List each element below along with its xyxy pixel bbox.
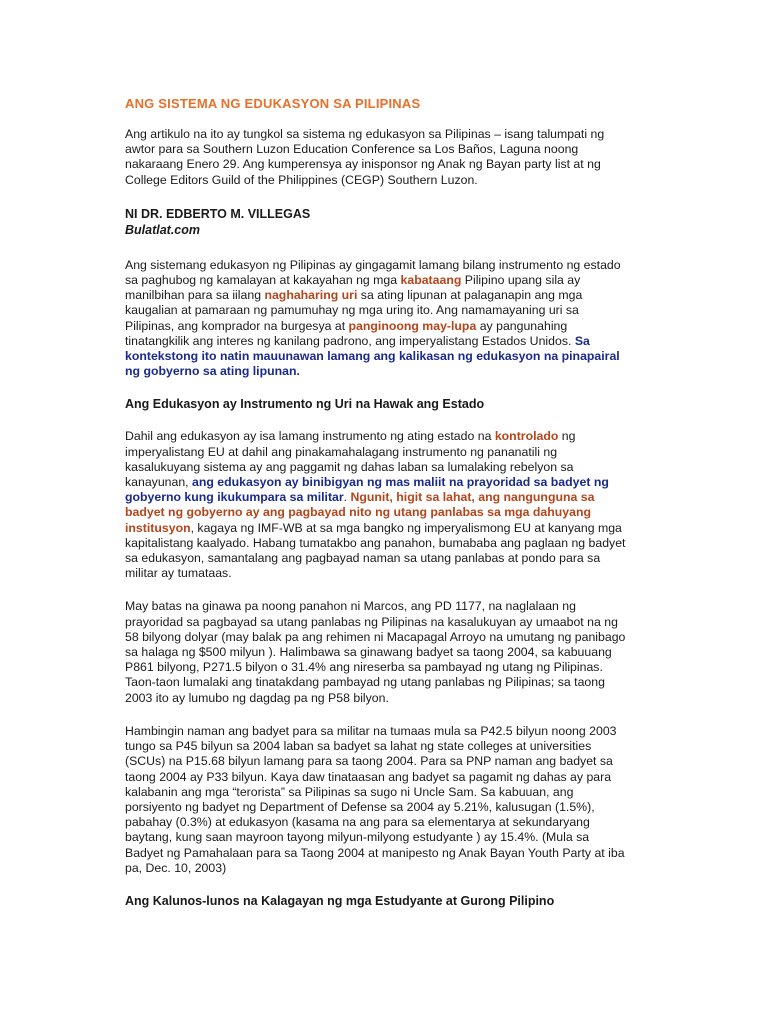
text-run: Ang sistemang edukasyon ng Pilipinas ay gingagamit lamang bilang instrumento ng estado sa paghubog ng kamalayan at kakayahan ng mga <box>125 257 621 288</box>
highlight-kontrolado: kontrolado <box>494 429 559 444</box>
paragraph-4: Hambingin naman ang badyet para sa militar na tumaas mula sa P42.5 bilyun noong 2003 tungo sa P45 bilyun sa 2004 laban sa badyet sa lahat ng state colleges at universities (SCUs) na P15.68 bilyun lamang para sa taong 2004. Para sa PNP naman ang badyet sa taong 2004 ay P33 bilyun. Kaya daw tinataasan ang badyet sa pagamit ng dahas ay para kalabanin ang mga “terorista” sa Pilipinas sa sugo ni Uncle Sam. Sa kabuuan, ang porsiyento ng badyet ng Department of Defense sa 2004 ay 5.21%, kalusugan (1.5%), pabahay (0.3%) at edukasyon (kasama na ang para sa elementarya at sekundaryang baytang, kung saan mayroon tayong milyun-milyong estudyante ) ay 15.4%. (Mula sa Badyet ng Pamahalaan para sa Taong 2004 at manipesto ng Anak Bayan Youth Party at iba pa, Dec. 10, 2003) <box>125 723 625 875</box>
text-run: ng imperyalistang EU at dahil ang pinakamahalagang instrumento ng pananatili ng kasalukuyang sistema ay ang paggamit ng dahas laban sa lumalaking rebelyon sa kanayunan, <box>125 429 576 490</box>
article-title: ANG SISTEMA NG EDUKASYON SA PILIPINAS <box>125 96 421 111</box>
highlight-kontekstong: Sa kontekstong ito natin mauunawan lamang ang kalikasan ng edukasyon na pinapairal ng gobyerno sa ating lipunan. <box>125 333 620 379</box>
text-run: , kagaya ng IMF-WB at sa mga bangko ng imperyalismong EU at kanyang mga kapitalistang kaalyado. Habang tumatakbo ang panahon, bumababa ang paglaan ng badyet sa edukasyon, samantalang ang pagbayad naman sa utang panlabas at pondo para sa militar ay tumataas. <box>125 520 626 581</box>
paragraph-3: May batas na ginawa pa noong panahon ni Marcos, ang PD 1177, na naglalaan ng prayoridad sa pagbayad sa utang panlabas ng Pilipinas na kasalukuyan ay umaabot na ng 58 bilyong dolyar (may balak pa ang rehimen ni Macapagal Arroyo na umutang ng panibago sa halaga ng $500 milyun ). Halimbawa sa ginawang badyet sa taong 2004, sa kabuuang P861 bilyong, P271.5 bilyon o 31.4% ang nireserba sa pambayad ng utang ng Pilipinas. Taon-taon lumalaki ang tinatakdang pambayad ng utang panlabas ng Pilipinas; sa taong 2003 ito ay lumubo ng dagdag pa ng P58 bilyon. <box>125 599 626 705</box>
highlight-panginoong-may-lupa: panginoong may-lupa <box>348 318 477 333</box>
text-run: ay pangunahing tinatangkilik ang interes ng kanilang padrono, ang imperyalistang Estados Unidos. <box>125 318 575 348</box>
byline <box>125 206 630 238</box>
text-run: sa ating lipunan at palaganapin ang mga kaugalian at pamaraan ng pamumuhay ng mga uring ito. Ang namamayaning uri sa Pilipinas, ang komprador na burgesya at <box>125 288 583 333</box>
paragraph-1 <box>125 258 630 380</box>
highlight-ngunit: Ngunit, higit sa lahat, ang nangunguna sa badyet ng gobyerno ay ang pagbayad nito ng utang panlabas sa mga dahuyang institusyon <box>125 490 595 535</box>
intro-paragraph: Ang artikulo na ito ay tungkol sa sistema ng edukasyon sa Pilipinas – isang talumpati ng awtor para sa Southern Luzon Education Conference sa Los Baños, Laguna noong nakaraang Enero 29. Ang kumperensya ay inisponsor ng Anak ng Bayan party list at ng College Editors Guild of the Philippines (CEGP) Southern Luzon. <box>125 127 605 187</box>
highlight-naghaharing-uri: naghaharing uri <box>264 288 358 303</box>
highlight-kabataang: kabataang <box>400 273 462 288</box>
paragraph-2 <box>125 429 630 581</box>
source-name: Bulatlat.com <box>125 222 201 237</box>
text-run: . <box>343 490 351 505</box>
section-heading-2: Ang Kalunos-lunos na Kalagayan ng mga Estudyante at Gurong Pilipino <box>125 893 555 908</box>
text-run: Pilipino upang sila ay manilbihan para sa iilang <box>125 273 581 303</box>
text-run: Dahil ang edukasyon ay isa lamang instrumento ng ating estado na <box>125 429 495 444</box>
section-heading-1: Ang Edukasyon ay Instrumento ng Uri na Hawak ang Estado <box>125 397 485 412</box>
author-name: NI DR. EDBERTO M. VILLEGAS <box>125 206 311 221</box>
highlight-edukasyon-prayoridad: ang edukasyon ay binibigyan ng mas maliit na prayoridad sa badyet ng gobyerno kung ikukumpara sa militar <box>125 475 609 505</box>
